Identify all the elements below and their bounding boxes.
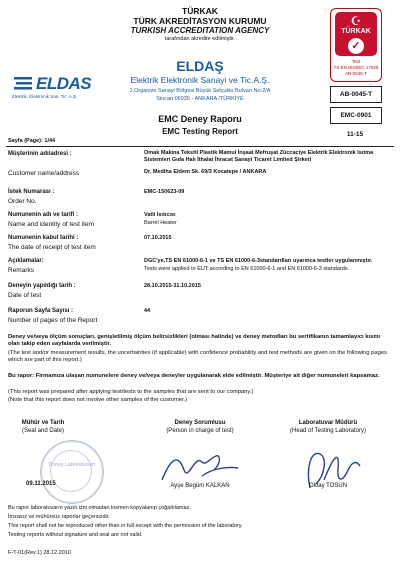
turkak-sub-line2: TS EN ISO/IEC 17025	[333, 65, 379, 70]
customer-name: Omak Makina Tekstil Plastik Mamul İnşaat Mefruşat Züccaciye Elektrik Elektronik Isıtma Sistemleri Gıda Halı İthalat İhracat Sanayi Ticaret Limited Şirketi	[144, 150, 374, 163]
divider	[6, 146, 394, 147]
test-item-en: Barrel Heater	[144, 220, 177, 226]
turkak-logo	[330, 8, 382, 82]
page-value: 1/44	[44, 138, 56, 144]
field-label-tr: Raporun Sayfa Sayısı :	[8, 308, 74, 314]
accreditation-code: AB-0045-T	[330, 86, 382, 103]
form-code: F-T-01(Rev.1) 28.12.2010	[8, 550, 71, 556]
report-title-tr: EMC Deney Raporu	[158, 114, 242, 124]
page-label: Sayfa (Page):	[8, 138, 43, 144]
receipt-date: 07.10.2015	[144, 235, 172, 241]
head-name: Oktay TOSUN	[308, 483, 348, 489]
test-item-tr: Vatli Isıtıcısı	[144, 212, 176, 218]
test-dates: 28.10.2015-31.10.2015	[144, 283, 201, 289]
page-count: 44	[144, 308, 151, 314]
lab-stamp	[40, 440, 104, 504]
eldas-logo-sub: Elektrik, Elektronik San. Tic. A.Ş.	[12, 94, 78, 99]
head-title-en: (Head of Testing Laboratory)	[290, 428, 366, 434]
field-label-en: Customer name/address	[8, 170, 80, 177]
seal-date: 09.11.2015	[26, 481, 56, 487]
lab-name: ELDAŞ	[176, 58, 224, 74]
agency-name-en: TURKISH ACCREDITATION AGENCY	[130, 26, 270, 35]
field-label-tr: Numunenin kabul tarihi :	[8, 235, 79, 241]
customer-address: Dr. Mediha Eldem Sk. 69/3 Kocatepe / ANKARA	[144, 169, 267, 175]
lab-address-1: 1.Organize Sanayi Bölgesi Büyük Selçuklu Bulvarı No:2/A	[129, 88, 271, 94]
accredited-note: tarafından akredite edilmiştir.	[164, 36, 236, 42]
seal-label-en: (Seal and Date)	[21, 428, 65, 434]
eldas-logo	[12, 74, 92, 104]
field-label-tr: Müşterinin adı/adresi :	[8, 151, 72, 157]
responsible-title-en: (Person in charge of test)	[166, 428, 234, 434]
note-scope-tr: Bu rapor: Firmamıza ulaşan numunelere deney ve/veya deneyler uygulanarak elde edilmiştir. Müşteriye ait diğer numuneleri kapsamaz.	[8, 373, 380, 379]
agency-name-tr: TÜRK AKREDİTASYON KURUMU	[133, 16, 267, 26]
crescent-star-icon: ☪	[350, 14, 362, 28]
field-label-en: Date of test	[8, 292, 42, 299]
responsible-name: Ayşe Begüm KALKAN	[170, 483, 230, 489]
lab-stamp-inner	[50, 450, 92, 492]
responsible-title-tr: Deney Sorumlusu	[174, 420, 226, 426]
report-title-en: EMC Testing Report	[162, 127, 238, 136]
note-results-tr: Deney ve/veya ölçüm sonuçları, genişletilmiş ölçüm belirsizlikleri (olması halinde) ve deney metodları bu sertifikanın tamamlayıcı kısmı olan takip eden sayfalarda verilmiştir.	[8, 334, 381, 347]
order-number: EMC-150623-09	[144, 189, 185, 195]
note-scope-en: (This report was prepared after applying test/tests to the samples that are sent to our company.)	[8, 389, 254, 395]
field-label-tr: Deneyin yapıldığı tarih :	[8, 283, 76, 289]
field-label-en: Remarks	[8, 267, 35, 274]
lab-full-name: Elektrik Elektronik Sanayi ve Tic.A.Ş.	[130, 75, 270, 85]
eldas-logo-text: ELDAS	[36, 74, 92, 93]
report-code: EMC-0901	[330, 107, 382, 124]
page-number	[8, 138, 55, 144]
remarks-en: Tests were applied to EUT according to EN 61000-6-1 and EN 61000-6-3 standards.	[144, 266, 350, 272]
turkak-sub-line1: Test	[351, 59, 361, 64]
agency-short: TÜRKAK	[182, 6, 218, 16]
turkak-badge	[335, 12, 377, 56]
remarks-tr: DGC'ye,TS EN 61000-6-1 ve TS EN 61000-6-3standardları uyarınca testler uygulanmıştır.	[144, 258, 373, 264]
report-number: 11-15	[346, 131, 364, 138]
turkak-sub-line3: AB-0045-T	[345, 71, 367, 76]
turkak-logo-sub	[333, 59, 379, 77]
note-scope-en-2: (Note that this report does not involve other samples of the customer.)	[8, 397, 188, 403]
field-label-tr: Açıklamalar:	[8, 258, 44, 264]
eldas-mark-icon	[14, 76, 34, 92]
check-icon: ✓	[348, 38, 364, 54]
field-label-en: Order No.	[8, 198, 37, 205]
field-label-en: Number of pages of the Report	[8, 317, 98, 324]
seal-label-tr: Mühür ve Tarih	[21, 420, 65, 426]
turkak-logo-name: TÜRKAK	[341, 28, 371, 35]
footer-line-1: Bu rapor laboratuvarın yazılı izni olmadan kısmen kopyalanıp çoğaltılamaz.	[8, 505, 191, 511]
footer-line-4: Testing reports without signature and seal are not valid.	[8, 532, 143, 538]
lab-stamp-text: Deney Laboratuvarı	[48, 462, 96, 468]
note-results-en: (The test and/or measurement results, the uncertainties (if applicable) with confidence probability and test methods are given on the following pages which are part of this report.)	[8, 350, 387, 363]
footer-line-3: This report shall not be reproduced other than in full except with the permission of the laboratory.	[8, 523, 243, 529]
footer-line-2: İmzasız ve mühürsüz raporlar geçersizdir.	[8, 514, 110, 520]
field-label-en: Name and identity of test item	[8, 221, 94, 228]
field-label-en: The date of receipt of test item	[8, 244, 96, 251]
head-title-tr: Laboratuvar Müdürü	[298, 420, 358, 426]
lab-address-2: Sincan 06935 - ANKARA /TÜRKİYE	[156, 96, 244, 102]
field-label-tr: Numunenin adı ve tarifi :	[8, 212, 79, 218]
field-label-tr: İstek Numarası :	[8, 189, 55, 195]
